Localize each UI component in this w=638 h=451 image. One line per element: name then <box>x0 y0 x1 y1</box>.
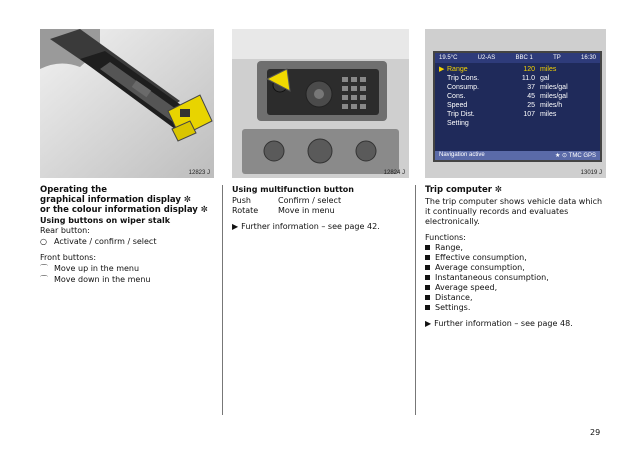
rear-button-label: Rear button: <box>40 226 90 235</box>
column-divider <box>415 185 416 415</box>
status-channel: BBC 1 <box>515 55 533 61</box>
column-trip-computer <box>425 185 607 329</box>
square-bullet-icon <box>425 265 430 270</box>
display-row <box>439 110 596 119</box>
square-bullet-icon <box>425 285 430 290</box>
display-row-label: Consump. <box>447 84 479 91</box>
display-row-unit: miles/h <box>540 102 563 109</box>
display-row-label: Range <box>447 66 468 73</box>
display-row <box>439 65 596 74</box>
activate-row <box>40 237 218 247</box>
push-row <box>232 196 410 206</box>
display-row-value: 37 <box>527 84 535 91</box>
display-row-unit: miles <box>540 66 557 73</box>
function-item-text: Instantaneous consumption, <box>435 273 549 282</box>
display-row-value: 45 <box>527 93 535 100</box>
functions-label: Functions: <box>425 233 466 242</box>
section-heading-line1: Operating the <box>40 185 107 195</box>
further-info <box>232 222 410 232</box>
section-heading: Trip computer ✼ <box>425 185 502 195</box>
section-heading-line3: or the colour information display ✼ <box>40 205 208 215</box>
function-item <box>425 263 607 273</box>
display-figure <box>425 29 606 178</box>
functions-list <box>425 243 607 313</box>
square-bullet-icon <box>425 305 430 310</box>
display-row-label: Setting <box>447 120 469 127</box>
display-row <box>439 92 596 101</box>
row-spacer <box>439 119 447 128</box>
row-spacer <box>439 101 447 110</box>
move-down-text: Move down in the menu <box>54 275 151 284</box>
rear-button-icon: ○ <box>40 237 47 246</box>
status-tp: TP <box>553 55 561 61</box>
column-wiper-stalk <box>40 185 218 285</box>
display-row-unit: miles/gal <box>540 93 568 100</box>
wiper-stalk-figure <box>40 29 214 178</box>
sub-heading: Using buttons on wiper stalk <box>40 216 171 225</box>
further-info-text: Further information – see page 48. <box>434 319 573 328</box>
display-screen <box>433 51 602 162</box>
function-item <box>425 243 607 253</box>
navigation-status: Navigation active <box>439 152 485 158</box>
function-item <box>425 283 607 293</box>
function-item <box>425 303 607 313</box>
activate-text: Activate / confirm / select <box>54 237 157 246</box>
selection-arrow-icon: ▶ <box>439 66 445 73</box>
move-down-row <box>40 275 218 285</box>
display-row-label: Trip Dist. <box>447 111 475 118</box>
move-up-text: Move up in the menu <box>54 264 140 273</box>
row-spacer <box>439 74 447 83</box>
column-divider <box>222 185 223 415</box>
square-bullet-icon <box>425 245 430 250</box>
display-row-unit: gal <box>540 75 550 82</box>
display-row-label: Trip Cons. <box>447 75 480 82</box>
dashboard-illustration <box>232 29 409 178</box>
further-info <box>425 319 607 329</box>
function-item-text: Average consumption, <box>435 263 525 272</box>
function-item-text: Range, <box>435 243 463 252</box>
row-spacer <box>439 110 447 119</box>
section-heading-line2: graphical information display ✼ <box>40 195 191 205</box>
figure-code: 13019 J <box>580 170 602 176</box>
display-row-value: 11.0 <box>521 75 535 82</box>
rotate-label: Rotate <box>232 206 259 215</box>
status-temp: 19.5°C <box>439 55 458 61</box>
arrow-down-icon: ⌒ <box>40 275 48 284</box>
function-item-text: Settings. <box>435 303 471 312</box>
display-row-value: 120 <box>523 66 535 73</box>
push-label: Push <box>232 196 251 205</box>
push-value: Confirm / select <box>278 196 342 205</box>
display-row <box>439 119 596 128</box>
section-heading: Using multifunction button <box>232 185 354 194</box>
further-info-text: Further information – see page 42. <box>241 222 380 231</box>
display-menu <box>435 63 600 130</box>
figure-code: 12823 J <box>188 170 210 176</box>
function-item <box>425 273 607 283</box>
rotate-row <box>232 206 410 216</box>
figure-code: 12824 J <box>383 170 405 176</box>
function-item <box>425 293 607 303</box>
row-spacer <box>439 83 447 92</box>
display-row <box>439 101 596 110</box>
display-row-unit: miles <box>540 111 557 118</box>
status-station: U2-AS <box>477 55 496 61</box>
function-item-text: Average speed, <box>435 283 498 292</box>
status-clock: 16:30 <box>580 55 596 61</box>
page-number: 29 <box>590 428 601 437</box>
square-bullet-icon <box>425 255 430 260</box>
arrow-up-icon: ⌒ <box>40 264 48 273</box>
display-row-value: 107 <box>523 111 535 118</box>
triangle-arrow-icon: ▶ <box>425 319 432 328</box>
function-item-text: Distance, <box>435 293 473 302</box>
display-row <box>439 83 596 92</box>
row-spacer <box>439 92 447 101</box>
front-buttons-label: Front buttons: <box>40 253 97 262</box>
display-footer <box>435 151 600 160</box>
square-bullet-icon <box>425 275 430 280</box>
rotate-value: Move in menu <box>278 206 335 215</box>
display-row-label: Cons. <box>447 93 466 100</box>
display-row-unit: miles/gal <box>540 84 568 91</box>
function-item <box>425 253 607 263</box>
display-status-bar <box>435 53 600 63</box>
function-item-text: Effective consumption, <box>435 253 527 262</box>
display-row <box>439 74 596 83</box>
move-up-row <box>40 264 218 274</box>
display-row-label: Speed <box>447 102 468 109</box>
tmc-icon: TMC <box>568 153 582 159</box>
dashboard-figure <box>232 29 409 178</box>
footer-status-icons: ★ ⊙ TMC GPS <box>555 153 596 159</box>
intro-text: The trip computer shows vehicle data which it continually records and evaluates electronically. <box>425 197 603 226</box>
display-row-value: 25 <box>527 102 535 109</box>
square-bullet-icon <box>425 295 430 300</box>
triangle-arrow-icon: ▶ <box>232 222 239 231</box>
display-row-value <box>509 119 535 128</box>
column-multifunction-button <box>232 185 410 232</box>
gps-icon: GPS <box>583 153 596 159</box>
wiper-stalk-illustration <box>40 29 214 178</box>
